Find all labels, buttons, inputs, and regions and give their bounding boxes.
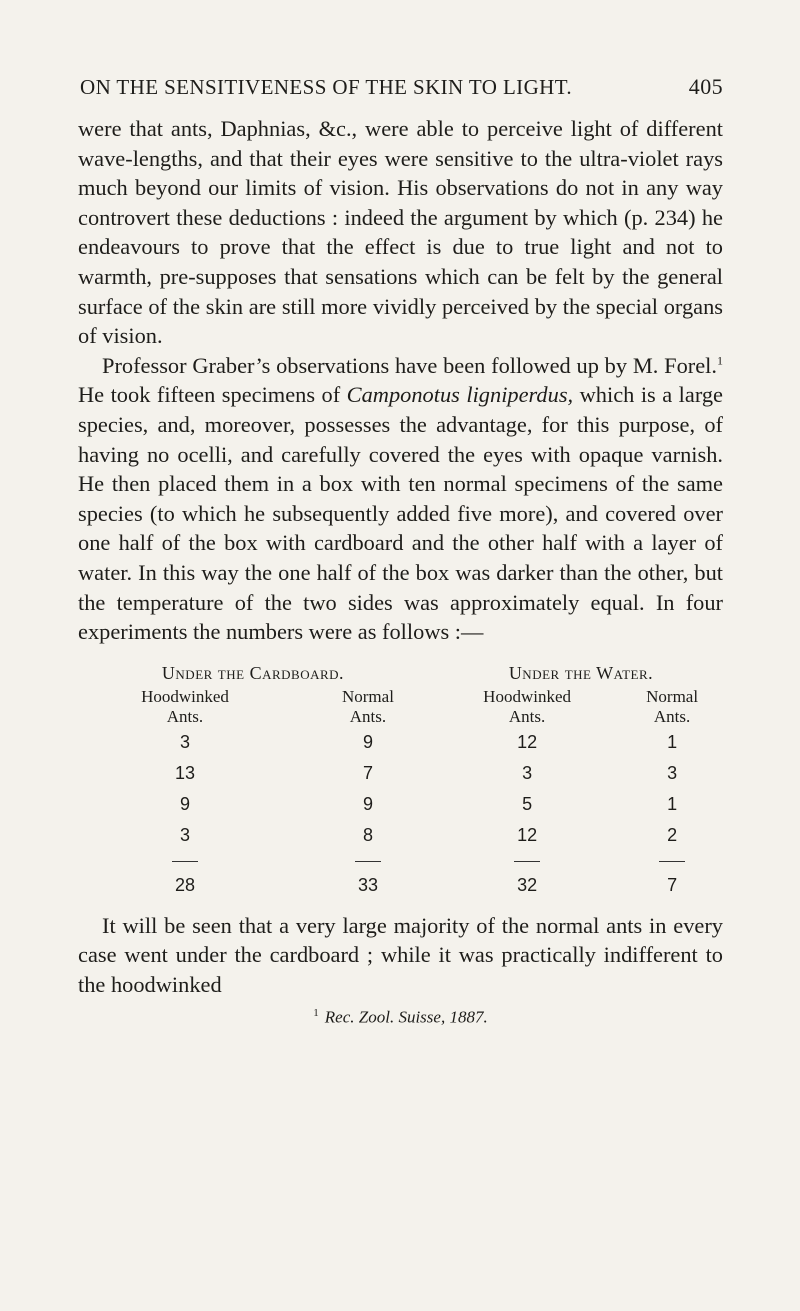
total-cell: 32 <box>517 875 538 896</box>
running-head <box>78 74 723 114</box>
table-cell: 9 <box>362 731 373 752</box>
total-cell: 33 <box>357 875 378 896</box>
sum-rule <box>355 861 381 862</box>
table-cell: 1 <box>667 793 678 814</box>
table-cell: 3 <box>667 762 678 783</box>
table-cell: 9 <box>179 793 190 814</box>
column-subheader: Ants. <box>653 706 691 726</box>
experiment-table <box>70 661 726 901</box>
table-cell: 13 <box>174 762 195 783</box>
paragraph-2 <box>78 351 723 647</box>
table-cell: 7 <box>362 762 373 783</box>
table-cell: 5 <box>522 793 533 814</box>
table-cell: 12 <box>517 824 538 845</box>
column-header: Normal <box>341 686 394 706</box>
column-subheader: Ants. <box>508 706 546 726</box>
table-cell: 9 <box>362 793 373 814</box>
footnote <box>78 1007 723 1028</box>
table-cell: 3 <box>179 731 190 752</box>
total-cell: 7 <box>667 875 678 896</box>
table-column-subheader-row <box>70 707 726 727</box>
table-cell: 8 <box>362 824 373 845</box>
footnote-reference: 1 <box>717 353 723 368</box>
paragraph-2-part-c: which is a large species, and, moreover, possesses the advantage, for this purpose, of having no ocelli, and carefully covered the eyes with opaque varnish. He then placed them in a box with ten normal specimens of the same species (to which he subsequently added five more), and covered over one half of the box with cardboard and the other half with a layer of water. In this way the one half of the box was darker than the other, but the temperature of the two sides was approximately equal. In four experiments the numbers were as follows :— <box>78 382 723 645</box>
species-name: Camponotus ligniperdus, <box>346 382 574 408</box>
column-header: Normal <box>646 686 699 706</box>
running-head-title: ON THE SENSITIVENESS OF THE SKIN TO LIGHT. <box>80 75 573 99</box>
sum-rule <box>659 861 685 862</box>
table-row <box>70 758 726 789</box>
column-subheader: Ants. <box>166 706 204 726</box>
table-group-header-row <box>70 661 726 687</box>
column-header: Hoodwinked <box>483 686 571 706</box>
group-header-water: Under the Water. <box>508 663 654 684</box>
group-header-cardboard: Under the Cardboard. <box>161 663 345 684</box>
page-number: 405 <box>688 74 723 99</box>
sum-rule <box>514 861 540 862</box>
table-cell: 12 <box>517 731 538 752</box>
paragraph-3: It will be seen that a very large majority of the normal ants in every case went under the cardboard ; while it was practically indifferent to the hoodwinked <box>78 912 723 997</box>
sum-rule <box>172 861 198 862</box>
paragraph-2-part-a: Professor Graber’s observations have been followed up by M. Forel. <box>102 352 717 378</box>
table-row <box>70 820 726 851</box>
column-header: Hoodwinked <box>141 686 229 706</box>
table-cell: 3 <box>179 824 190 845</box>
footnote-mark: 1 <box>313 1007 319 1020</box>
table-row <box>70 727 726 758</box>
page <box>78 74 723 1028</box>
paragraph-1: were that ants, Daphnias, &c., were able to perceive light of different wave-lengths, and that their eyes were sensitive to the ultra-violet rays much beyond our limits of vision. His observations do not in any way controvert these deductions : indeed the argument by which (p. 234) he endeavours to prove that the effect is due to true light and not to warmth, pre-supposes that sensations which can be felt by the general surface of the skin are still more vividly perceived by the special organs of vision. <box>78 116 723 349</box>
table-cell: 2 <box>667 824 678 845</box>
footnote-text: Rec. Zool. Suisse, 1887. <box>324 1008 488 1028</box>
paragraph-2-part-b: He took fifteen specimens of <box>78 382 347 408</box>
table-column-header-row <box>70 687 726 707</box>
table-cell: 1 <box>667 731 678 752</box>
total-cell: 28 <box>174 875 195 896</box>
table-total-row <box>70 871 726 901</box>
table-cell: 3 <box>522 762 533 783</box>
table-row <box>70 789 726 820</box>
sum-rule-row <box>70 851 726 871</box>
column-subheader: Ants. <box>349 706 387 726</box>
